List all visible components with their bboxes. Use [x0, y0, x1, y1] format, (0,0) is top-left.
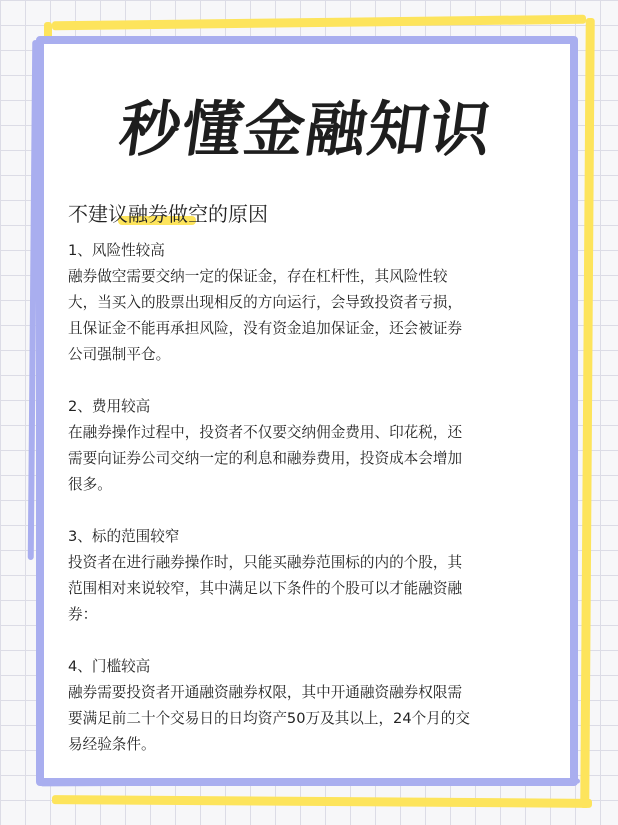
body-line: 大，当买入的股票出现相反的方向运行，会导致投资者亏损，	[68, 294, 463, 311]
section-heading: 2、费用较高	[68, 398, 151, 415]
body-line: 需要向证券公司交纳一定的利息和融券费用，投资成本会增加	[68, 450, 463, 467]
body-line: 在融券操作过程中，投资者不仅要交纳佣金费用、印花税，还	[68, 424, 463, 441]
section-heading: 3、标的范围较窄	[68, 528, 180, 545]
body-line: 券：	[68, 606, 98, 623]
body-line: 易经验条件。	[68, 736, 156, 753]
article-body	[68, 238, 558, 784]
article-subtitle: 不建议融券做空的原因	[68, 202, 268, 226]
section-scope	[68, 524, 558, 628]
section-threshold	[68, 654, 558, 758]
page-title: 秒懂金融知识	[115, 95, 498, 165]
yellow-scribble-top	[52, 15, 586, 31]
section-risk	[68, 238, 558, 368]
body-line: 融券需要投资者开通融资融券权限，其中开通融资融券权限需	[68, 684, 463, 701]
body-line: 很多。	[68, 476, 112, 493]
body-line: 公司强制平仓。	[68, 346, 171, 363]
body-line: 融券做空需要交纳一定的保证金，存在杠杆性，其风险性较	[68, 268, 448, 285]
body-line: 要满足前二十个交易日的日均资产50万及其以上，24个月的交	[68, 710, 470, 727]
yellow-scribble-right	[580, 18, 595, 808]
body-line: 投资者在进行融券操作时，只能买融券范围标的内的个股，其	[68, 554, 463, 571]
body-line: 且保证金不能再承担风险，没有资金追加保证金，还会被证券	[68, 320, 463, 337]
section-heading: 1、风险性较高	[68, 242, 165, 259]
yellow-scribble-bottom	[52, 795, 592, 808]
section-heading: 4、门槛较高	[68, 658, 151, 675]
body-line: 范围相对来说较窄，其中满足以下条件的个股可以才能融资融	[68, 580, 463, 597]
section-cost	[68, 394, 558, 498]
